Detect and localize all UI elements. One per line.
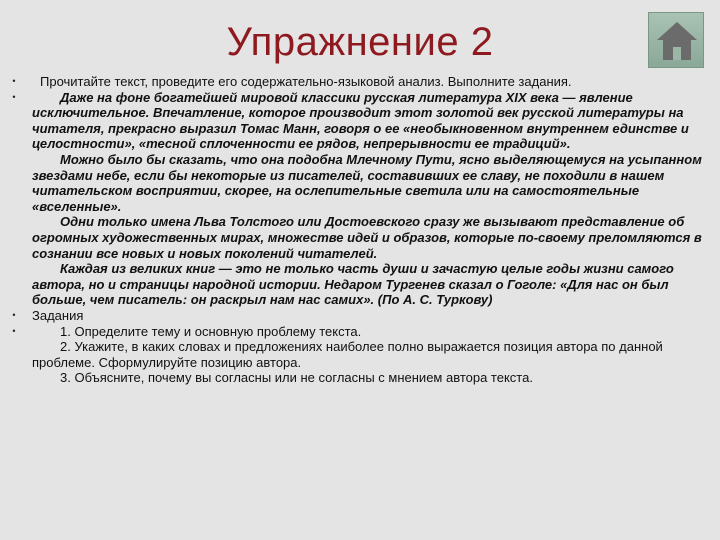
home-icon (649, 13, 705, 69)
reading-paragraph-1: Даже на фоне богатейшей мировой классики русская литература XIX века — явление исключительное. Впечатление, которое производит этот золотой век русской литературы на читателя, прекрасно выразил Томас Манн, говоря о ее «необыкновенном внутреннем единстве и целостности», «тесной сплоченности ее рядов, непрерывности ее традиций». (32, 89, 689, 152)
instruction-item (8, 74, 708, 90)
task-2: 2. Укажите, в каких словах и предложениях наиболее полно выражается позиция автора по данной проблеме. Сформулируйте позицию автора. (32, 339, 663, 370)
task-3: 3. Объясните, почему вы согласны или не согласны с мнением автора текста. (60, 370, 533, 386)
tasks-heading-item (8, 308, 708, 324)
home-button[interactable] (648, 12, 704, 68)
reading-paragraph-4: Каждая из великих книг — это не только часть души и зачастую целые годы жизни самого автора, но и страницы народной истории. Недаром Тургенев сказал о Гоголе: «Для нас он был больше, чем писатель: он раскрыл нам нас самих». (По А. С. Туркову) (32, 261, 674, 308)
bullet: • (12, 91, 16, 102)
tasks-list-item (8, 324, 708, 386)
reading-paragraph-3: Одни только имена Льва Толстого или Достоевского сразу же вызывают представление об огромных художественных мирах, множестве идей и образов, которые по-своему преломляются в сознании все новых и новых поколений читателей. (32, 214, 702, 261)
task-1: 1. Определите тему и основную проблему текста. (60, 323, 362, 339)
bullet: • (12, 325, 16, 336)
bullet: • (12, 76, 16, 86)
reading-text-item (8, 90, 708, 308)
tasks-heading: Задания (32, 307, 84, 323)
bullet: • (12, 309, 16, 320)
slide-title: Упражнение 2 (226, 20, 494, 64)
slide-body (8, 74, 708, 386)
reading-paragraph-2: Можно было бы сказать, что она подобна Млечному Пути, ясно выделяющемуся на усыпанном звездами небе, если бы некоторые из писателей, составивших ее славу, не походили в нашем читательском восприятии, скорее, на ослепительные светила или на самостоятельные «вселенные». (32, 151, 702, 214)
instruction-text: Прочитайте текст, проведите его содержательно-языковой анализ. Выполните задания. (40, 74, 572, 89)
